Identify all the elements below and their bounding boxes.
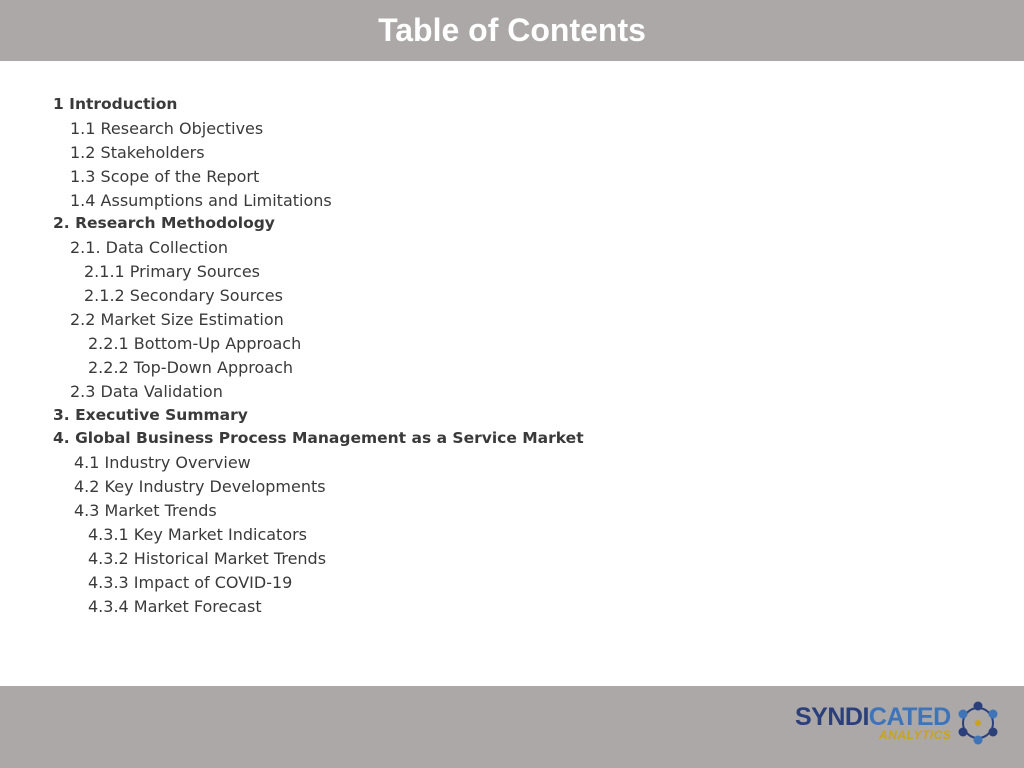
toc-section-heading: 1 Introduction xyxy=(53,95,178,113)
toc-entry: 4.3.3 Impact of COVID-19 xyxy=(88,572,293,592)
toc-entry: 2.1.2 Secondary Sources xyxy=(84,286,283,306)
toc-entry: 4.1 Industry Overview xyxy=(74,453,251,473)
title-bar xyxy=(0,0,1024,61)
toc-entry: 2.1.1 Primary Sources xyxy=(84,262,260,282)
toc-entry: 2.1. Data Collection xyxy=(70,238,229,258)
toc-section-heading: 4. Global Business Process Management as a Service Market xyxy=(53,429,584,448)
toc-section-heading: 2. Research Methodology xyxy=(53,214,275,233)
toc-entry: 4.3.4 Market Forecast xyxy=(88,596,262,616)
toc-entry: 4.3.2 Historical Market Trends xyxy=(88,548,327,568)
toc-entry: 2.2.2 Top-Down Approach xyxy=(88,357,294,377)
logo-subtitle: ANALYTICS xyxy=(879,728,952,742)
toc-entry: 1.3 Scope of the Report xyxy=(70,166,260,186)
toc-entry: 1.2 Stakeholders xyxy=(70,142,205,162)
toc-entry: 4.3 Market Trends xyxy=(74,501,217,521)
toc-entry: 1.1 Research Objectives xyxy=(70,118,264,138)
toc-entry: 2.3 Data Validation xyxy=(70,381,223,401)
logo-word-part2: CATED xyxy=(868,703,951,731)
toc-section-heading: 3. Executive Summary xyxy=(53,405,248,424)
logo-circle-icon xyxy=(955,700,1001,746)
toc-entry: 4.2 Key Industry Developments xyxy=(74,477,326,497)
company-logo xyxy=(795,700,1005,750)
table-of-contents xyxy=(53,93,953,619)
toc-entry: 2.2.1 Bottom-Up Approach xyxy=(88,333,302,353)
toc-entry: 2.2 Market Size Estimation xyxy=(70,310,284,330)
toc-entry: 4.3.1 Key Market Indicators xyxy=(88,525,308,545)
toc-entry: 1.4 Assumptions and Limitations xyxy=(70,190,332,210)
logo-word-part1: SYNDI xyxy=(795,703,869,731)
page-title: Table of Contents xyxy=(378,12,646,48)
